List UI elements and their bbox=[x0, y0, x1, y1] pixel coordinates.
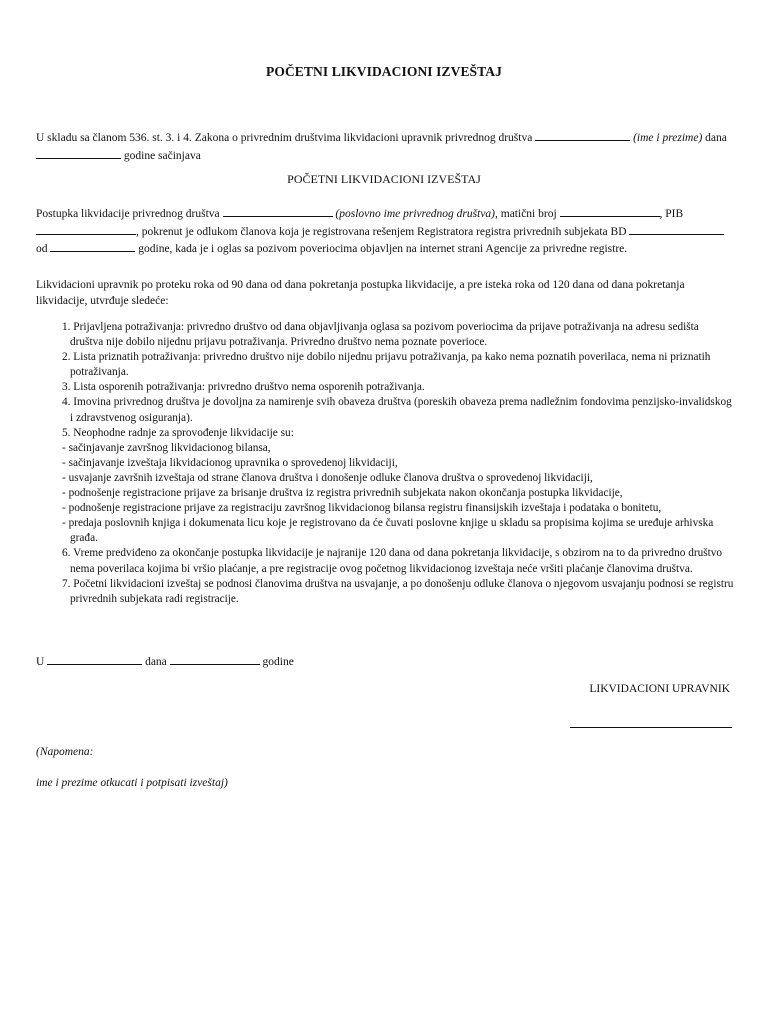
para2-italic-company: (poslovno ime privrednog društva), bbox=[335, 208, 498, 220]
list-item: 1. Prijavljena potraživanja: privredno društvo od dana objavljivanja oglasa sa pozivom poveriocima da prijave potraživanja na adresu sedišta društva nije dobilo nijednu prijavu potraživanja. Privredno društvo nema poznate poverioce. bbox=[62, 321, 699, 349]
list-item: - podnošenje registracione prijave za brisanje društva iz registra privrednih subjekata nakon okončanja postupka likvidacije, bbox=[62, 487, 623, 500]
para2-text-1: Postupka likvidacije privrednog društva bbox=[36, 208, 220, 220]
blank-line-name bbox=[535, 129, 630, 141]
intro-text-1: U skladu sa članom 536. st. 3. i 4. Zakona o privrednim društvima likvidacioni upravnik privrednog društva bbox=[36, 132, 533, 144]
blank-line-decision bbox=[629, 223, 724, 235]
list-item: - predaja poslovnih knjiga i dokumenata licu koje je registrovano da će čuvati poslovne knjige u skladu sa propisima kojima se uređuje arhivska građa. bbox=[62, 517, 714, 545]
blank-line-sign-date bbox=[170, 653, 260, 665]
blank-line-pib bbox=[36, 223, 136, 235]
place-suffix: godine bbox=[262, 656, 294, 668]
signature-label: LIKVIDACIONI UPRAVNIK bbox=[589, 683, 730, 695]
list-item: - usvajanje završnih izveštaja od strane članova društva i donošenje odluke članova društva o sprovedenoj likvidaciji, bbox=[62, 471, 593, 484]
list-item: - sačinjavanje završnog likvidacionog bilansa, bbox=[62, 441, 271, 454]
place-mid: dana bbox=[145, 656, 167, 668]
list-item: 7. Početni likvidacioni izveštaj se podnosi članovima društva na usvajanje, a po donošenju odluke članova o njegovom usvajanju podnosi se registru privrednih subjekata radi registracije. bbox=[62, 577, 734, 605]
liquidation-paragraph bbox=[36, 205, 736, 258]
intro-text-3: godine sačinjava bbox=[123, 149, 201, 162]
para2-text-4: , pokrenut je odlukom članova koja je registrovana rešenjem Registratora registra privrednih subjekata BD bbox=[136, 225, 627, 238]
signature-line bbox=[570, 727, 732, 728]
list-item: 5. Neophodne radnje za sprovođenje likvidacije su: bbox=[62, 426, 294, 439]
list-item: - sačinjavanje izveštaja likvidacionog upravnika o sprovedenoj likvidaciji, bbox=[62, 456, 398, 469]
list-item: 3. Lista osporenih potraživanja: privredno društvo nema osporenih potraživanja. bbox=[62, 381, 425, 394]
findings-intro-paragraph: Likvidacioni upravnik po proteku roka od 90 dana od dana pokretanja postupka likvidacije, a pre isteka roka od 120 dana od dana pokretanja likvidacije, utvrđuje sledeće: bbox=[36, 279, 685, 307]
blank-line-decision-date bbox=[50, 240, 135, 252]
blank-line-place bbox=[47, 653, 142, 665]
findings-list bbox=[62, 320, 734, 607]
list-item: 6. Vreme predviđeno za okončanje postupka likvidacije je najranije 120 dana od dana pokretanja likvidacije, s obzirom na to da privredno društvo nema poverilaca kojima bi vršio plaćanje, a pre registracije ovog početnog likvidacionog izveštaja neće vršiti plaćanje članovima društva. bbox=[62, 547, 723, 575]
para2-text-3: , PIB bbox=[659, 208, 684, 220]
place-date-line bbox=[36, 653, 294, 668]
list-item: 2. Lista priznatih potraživanja: privredno društvo nije dobilo nijednu prijavu potraživanja, pa kako nema poznatih poverilaca, nema ni priznatih potraživanja. bbox=[62, 351, 711, 379]
para2-text-6: godine, kada je i oglas sa pozivom poveriocima objavljen na internet strani Agencije za privredne registre. bbox=[138, 243, 628, 255]
intro-italic-name: (ime i prezime) bbox=[633, 132, 703, 144]
document-subtitle: POČETNI LIKVIDACIONI IZVEŠTAJ bbox=[287, 172, 481, 186]
intro-paragraph bbox=[36, 129, 736, 164]
place-prefix: U bbox=[36, 656, 45, 668]
blank-line-date bbox=[36, 147, 121, 159]
list-item: 4. Imovina privrednog društva je dovoljna za namirenje svih obaveza društva (poreskih obaveza prema nadležnim fondovima penzijsko-invalidskog i zdravstvenog osiguranja). bbox=[62, 396, 732, 424]
para2-text-5: od bbox=[36, 243, 48, 255]
intro-text-2: dana bbox=[705, 132, 727, 144]
document-title: POČETNI LIKVIDACIONI IZVEŠTAJ bbox=[266, 64, 502, 79]
list-item: - podnošenje registracione prijave za registraciju završnog likvidacionog bilansa registru finansijskih izveštaja i podataka o bonitetu, bbox=[62, 502, 662, 515]
note-line-1: (Napomena: bbox=[36, 746, 94, 758]
para2-text-2: matični broj bbox=[500, 208, 557, 220]
note-line-2: ime i prezime otkucati i potpisati izveštaj) bbox=[36, 777, 228, 789]
blank-line-reg-number bbox=[560, 205, 660, 217]
blank-line-company bbox=[223, 205, 333, 217]
